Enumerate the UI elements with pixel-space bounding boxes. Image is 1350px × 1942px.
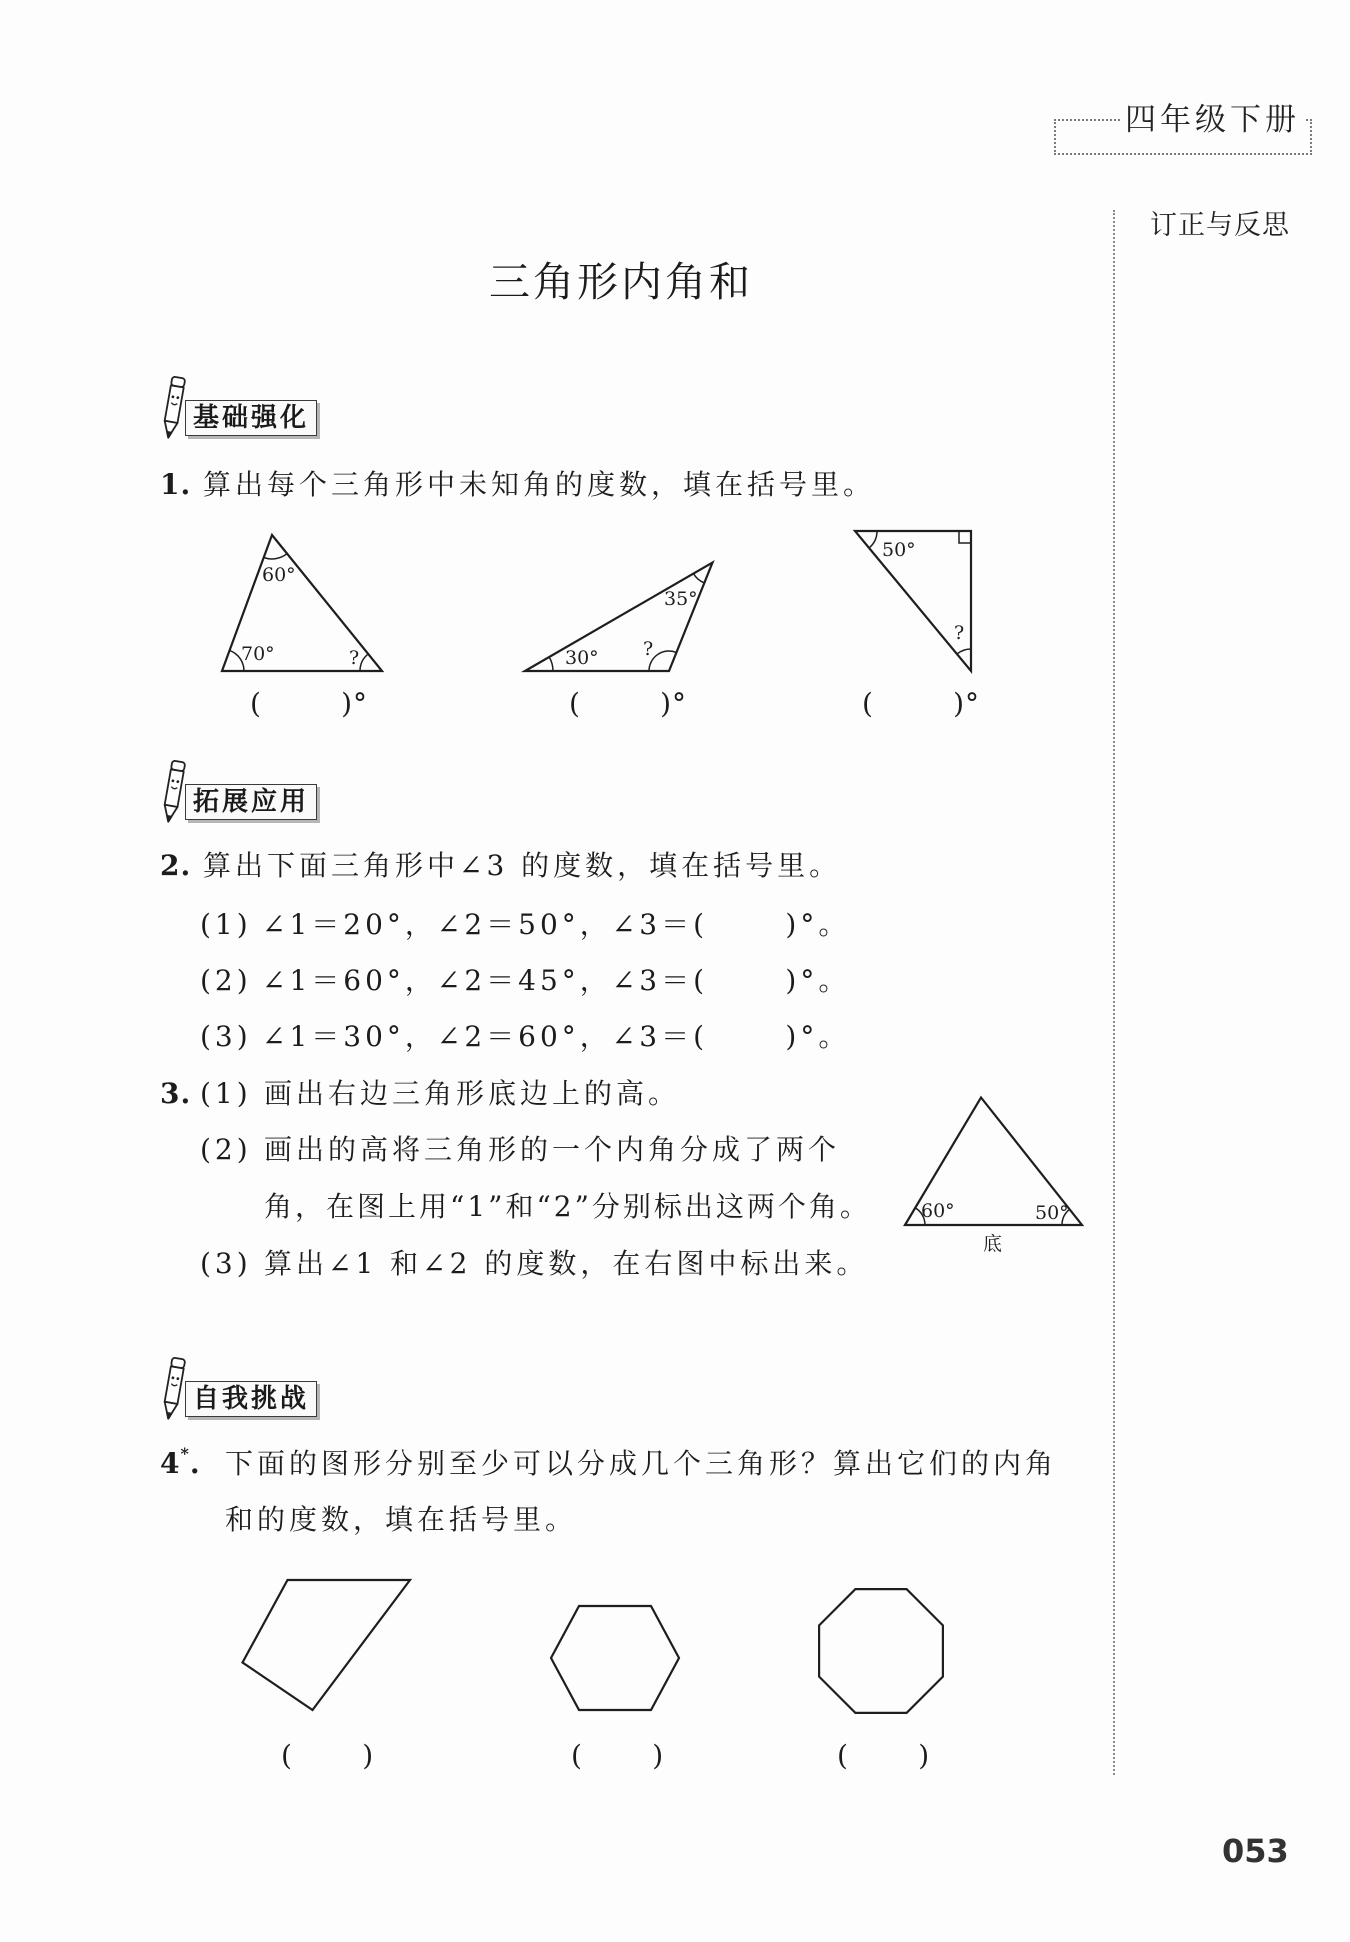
section-header-basic xyxy=(158,375,338,443)
angle-arc xyxy=(264,554,287,559)
grade-tab xyxy=(1054,102,1312,155)
section-header-extension xyxy=(158,759,338,827)
angle-arc xyxy=(869,531,877,548)
answer-blank: ( )° xyxy=(862,687,981,720)
q4-quadrilateral xyxy=(243,1580,411,1710)
sub-item-label: (2) xyxy=(200,964,252,997)
base-label: 底 xyxy=(983,1233,1003,1255)
angle-arc xyxy=(693,574,704,583)
question-text: 算出下面三角形中∠3 的度数，填在括号里。 xyxy=(203,849,842,882)
angle-arc xyxy=(549,657,553,671)
q3-triangle xyxy=(905,1098,1082,1256)
q4-hexagon xyxy=(551,1606,679,1710)
sub-item-text: 画出右边三角形底边上的高。 xyxy=(264,1077,681,1110)
question-text: 下面的图形分别至少可以分成几个三角形？算出它们的内角 xyxy=(225,1447,1058,1480)
section-title: 基础强化 xyxy=(185,400,317,436)
angle-label-left: 30° xyxy=(565,647,599,669)
sub-item-text: 画出的高将三角形的一个内角分成了两个 xyxy=(264,1133,841,1166)
grade-tab-label: 四年级下册 xyxy=(1121,101,1304,139)
q1-triangle-3 xyxy=(855,531,971,671)
sub-item-continuation: 角，在图上用“1”和“2”分别标出这两个角。 xyxy=(264,1190,871,1223)
right-angle-mark xyxy=(959,531,971,543)
challenge-star: * xyxy=(180,1444,190,1463)
page-number: 053 xyxy=(1222,1832,1289,1870)
angle-label-top: 50° xyxy=(882,539,916,561)
sub-item-text: ∠1＝20°，∠2＝50°，∠3＝( )°。 xyxy=(262,908,851,941)
question-number: 1. xyxy=(160,468,192,501)
angle-label-unknown: ? xyxy=(643,638,654,660)
pencil-icon xyxy=(158,375,188,441)
question-number xyxy=(160,1444,201,1484)
question-number-dot: . xyxy=(189,1447,201,1480)
section-title: 拓展应用 xyxy=(185,784,317,820)
section-title: 自我挑战 xyxy=(185,1381,317,1417)
angle-label-unknown: ? xyxy=(954,622,965,644)
question-number: 2. xyxy=(160,849,192,882)
angle-arc xyxy=(957,649,971,654)
sub-item-text: ∠1＝60°，∠2＝45°，∠3＝( )°。 xyxy=(262,964,851,997)
question-number-digit: 4 xyxy=(160,1447,181,1480)
pencil-icon xyxy=(158,1356,188,1422)
pencil-icon xyxy=(158,759,188,825)
angle-label-right: 50° xyxy=(1035,1202,1069,1224)
sub-item-label: (1) xyxy=(200,908,252,941)
angle-label-top: 35° xyxy=(664,588,698,610)
answer-blank: ( ) xyxy=(281,1739,375,1772)
sub-item-label: (2) xyxy=(200,1133,252,1166)
question-text-continuation: 和的度数，填在括号里。 xyxy=(225,1503,578,1536)
q1-triangle-1 xyxy=(222,535,382,671)
answer-blank: ( ) xyxy=(571,1739,665,1772)
question-text: 算出每个三角形中未知角的度数，填在括号里。 xyxy=(203,468,876,501)
answer-blank: ( )° xyxy=(569,687,688,720)
angle-label-unknown: ? xyxy=(349,647,360,669)
sub-item-label: (1) xyxy=(200,1077,252,1110)
margin-divider xyxy=(1113,210,1115,1775)
question-number: 3. xyxy=(160,1077,192,1110)
sub-item-label: (3) xyxy=(200,1020,252,1053)
angle-arc xyxy=(360,654,368,671)
angle-label-left: 70° xyxy=(241,643,275,665)
correction-reflection-label: 订正与反思 xyxy=(1150,210,1290,241)
sub-item-text: ∠1＝30°，∠2＝60°，∠3＝( )°。 xyxy=(262,1020,851,1053)
angle-label-top: 60° xyxy=(262,564,296,586)
triangle-outline xyxy=(525,563,713,672)
section-header-challenge xyxy=(158,1356,338,1424)
q1-triangle-2 xyxy=(525,563,713,672)
sub-item-text: 算出∠1 和∠2 的度数，在右图中标出来。 xyxy=(264,1247,869,1280)
angle-label-left: 60° xyxy=(921,1200,955,1222)
page-title: 三角形内角和 xyxy=(489,258,753,306)
answer-blank: ( )° xyxy=(250,687,369,720)
q4-octagon xyxy=(819,1589,943,1713)
answer-blank: ( ) xyxy=(837,1739,931,1772)
sub-item-label: (3) xyxy=(200,1247,252,1280)
